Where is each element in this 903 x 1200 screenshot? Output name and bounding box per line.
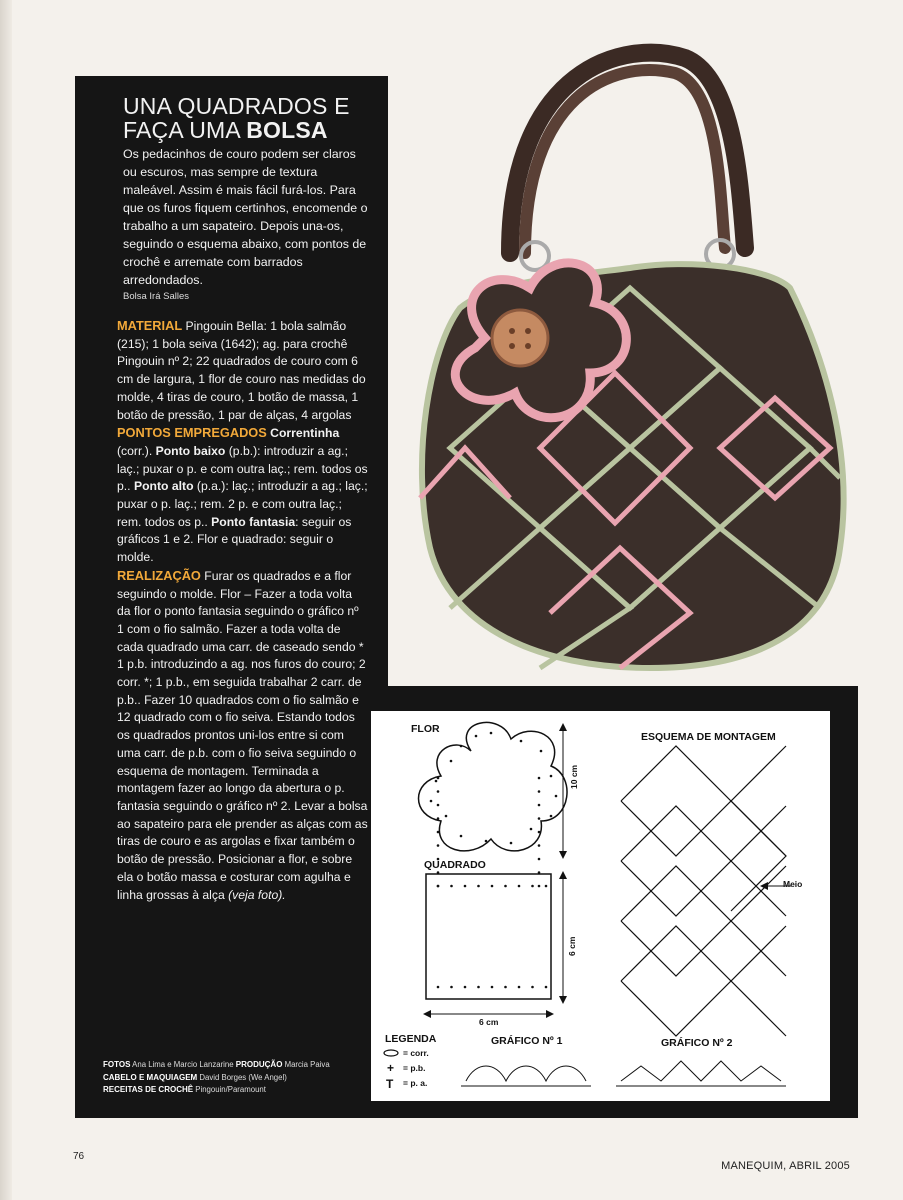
credit-receitas-text: Pingouin/Paramount	[193, 1085, 266, 1094]
grafico-1-label: GRÁFICO Nº 1	[491, 1035, 563, 1047]
square-hole	[437, 817, 440, 820]
title-bold: BOLSA	[246, 117, 328, 143]
pontos-text-4: : seguir os gráficos 1 e 2. Flor e quadrado: seguir o molde.	[117, 514, 352, 565]
pontos-text-2: (p.b.): introduzir a ag.; laç.; puxar o p. e com outra laç.; rem. todos os p..	[117, 443, 368, 494]
credit-fotos-text: Ana Lima e Marcio Lanzarine	[130, 1060, 236, 1069]
square-hole	[491, 986, 494, 989]
credit-cabelo-text: David Borges (We Angel)	[197, 1072, 287, 1082]
square-hole	[545, 986, 548, 989]
grafico-2-label: GRÁFICO Nº 2	[661, 1037, 733, 1049]
square-hole	[477, 986, 480, 989]
photo-credits	[103, 1059, 353, 1097]
material-section	[117, 317, 368, 424]
realizacao-italic: (veja foto).	[228, 887, 286, 902]
square-hole	[504, 885, 507, 888]
square-hole	[437, 831, 440, 834]
credit-producao-label: PRODUÇÃO	[235, 1060, 283, 1069]
square-hole	[538, 844, 541, 847]
square-hole	[464, 986, 467, 989]
legend-corr: = corr.	[403, 1048, 429, 1058]
realizacao-heading: REALIZAÇÃO	[117, 567, 201, 583]
square-hole	[518, 986, 521, 989]
square-hole	[538, 831, 541, 834]
magazine-footer: MANEQUIM, ABRIL 2005	[721, 1160, 850, 1172]
material-text: Pingouin Bella: 1 bola salmão (215); 1 bola seiva (1642); ag. para crochê Pingouin nº 2; 22 quadrados de couro com 6 cm de largura, 1 flor de couro nas medidas do molde, 4 tiras de couro, 1 botão de massa, 1 botão de pressão, 1 par de alças, 4 argolas	[117, 319, 366, 422]
quadrado-dim-vertical: 6 cm	[567, 936, 577, 956]
square-hole	[437, 804, 440, 807]
credit-fotos-label: FOTOS	[103, 1060, 131, 1069]
legend-pb: = p.b.	[403, 1063, 426, 1073]
grafico-2-drawing	[616, 1061, 786, 1086]
page-edge	[0, 0, 12, 1200]
square-hole	[538, 790, 541, 793]
square-hole	[545, 885, 548, 888]
assembly-scheme	[621, 746, 786, 1036]
square-hole	[538, 885, 541, 888]
pontos-text-1: (corr.).	[117, 443, 156, 458]
byline: Bolsa Irá Salles	[123, 291, 190, 302]
bag-photo	[390, 28, 860, 678]
pontos-text-3: (p.a.): laç.; introduzir a ag.; laç.; puxar o p. laç.; rem. 2 p. e com outra laç.; rem. todos os p..	[117, 479, 368, 529]
pontos-label-2: Ponto baixo	[155, 443, 226, 458]
pontos-section	[117, 424, 368, 567]
svg-text:+: +	[387, 1061, 395, 1075]
pontos-label-1: Correntinha	[266, 426, 340, 441]
grafico-1-drawing	[461, 1066, 591, 1086]
svg-text:T: T	[386, 1077, 394, 1091]
quadrado-label: QUADRADO	[424, 859, 486, 871]
square-hole	[437, 885, 440, 888]
square-hole	[477, 885, 480, 888]
square-pattern	[426, 874, 551, 999]
square-hole	[538, 871, 541, 874]
square-hole	[538, 804, 541, 807]
square-hole	[437, 986, 440, 989]
pontos-label-4: Ponto fantasia	[211, 514, 296, 529]
square-hole	[464, 885, 467, 888]
flor-dim: 10 cm	[569, 764, 579, 789]
square-hole	[504, 986, 507, 989]
article-title	[123, 94, 368, 142]
square-hole	[437, 790, 440, 793]
credit-producao-text: Marcia Paiva	[282, 1060, 330, 1069]
diagram-drawing	[371, 711, 830, 1101]
legenda-label: LEGENDA	[385, 1033, 437, 1045]
meio-label: Meio	[783, 879, 803, 889]
credit-cabelo-label: CABELO E MAQUIAGEM	[103, 1072, 198, 1082]
square-hole	[531, 986, 534, 989]
square-hole	[450, 986, 453, 989]
square-hole	[491, 885, 494, 888]
flower-button	[492, 310, 548, 366]
square-hole	[437, 777, 440, 780]
realizacao-section	[117, 567, 368, 904]
credit-receitas-label: RECEITAS DE CROCHÊ	[103, 1085, 194, 1094]
pontos-label-3: Ponto alto	[133, 479, 194, 494]
square-holes	[437, 777, 548, 989]
square-hole	[538, 777, 541, 780]
flower-pattern	[419, 722, 568, 850]
square-hole	[437, 871, 440, 874]
title-pre: FAÇA UMA	[123, 117, 247, 143]
legend-pa: = p. a.	[403, 1078, 428, 1088]
intro-paragraph: Os pedacinhos de couro podem ser claros ou escuros, mas sempre de textura maleável. Assim é mais fácil furá-los. Para que os furos fiquem certinhos, encomende o trabalho a um sapateiro. Depois una-os, seguindo o esquema abaixo, com pontos de crochê e arremate com barrados arredondados.	[123, 147, 368, 287]
title-line-1: UNA QUADRADOS E	[123, 93, 350, 119]
esquema-label: ESQUEMA DE MONTAGEM	[641, 731, 776, 743]
square-hole	[450, 885, 453, 888]
square-hole	[538, 858, 541, 861]
square-hole	[518, 885, 521, 888]
flower-holes	[430, 732, 558, 845]
page-number: 76	[73, 1151, 85, 1162]
square-hole	[437, 844, 440, 847]
diagram-panel	[371, 711, 830, 1101]
material-heading: MATERIAL	[117, 318, 183, 333]
title-line-2	[123, 118, 368, 142]
quadrado-dim-horizontal: 6 cm	[479, 1017, 499, 1027]
realizacao-text: Furar os quadrados e a flor seguindo o molde. Flor – Fazer a toda volta da flor o ponto fantasia seguindo o gráfico nº 1 com o fio salmão. Fazer a toda volta de cada quadrado uma carr. de caseado sendo * 1 p.b. introduzindo a ag. nos furos do couro; 2 corr. *; 1 p.b., em seguida trabalhar 2 carr. de p.b.. Fazer 10 quadrados com o fio salmão e 12 quadrado com o fio seiva. Estando todos os quadrados prontos uni-los entre si com uma carr. de p.b. com o fio seiva seguindo o esquema de montagem. Terminada a montagem fazer ao longo da abertura o p. fantasia seguindo o gráfico nº 2. Levar a bolsa ao sapateiro para ele prender as alças com as tiras de couro e as argolas e fixar também o botão de pressão. Posicionar a flor, e sobre ela o botão massa e costurar com agulha e linha grossas à alça	[117, 568, 368, 902]
square-hole	[538, 817, 541, 820]
article-text	[103, 94, 368, 904]
pontos-heading: PONTOS EMPREGADOS	[117, 425, 267, 441]
flor-label: FLOR	[411, 723, 440, 735]
square-hole	[531, 885, 534, 888]
